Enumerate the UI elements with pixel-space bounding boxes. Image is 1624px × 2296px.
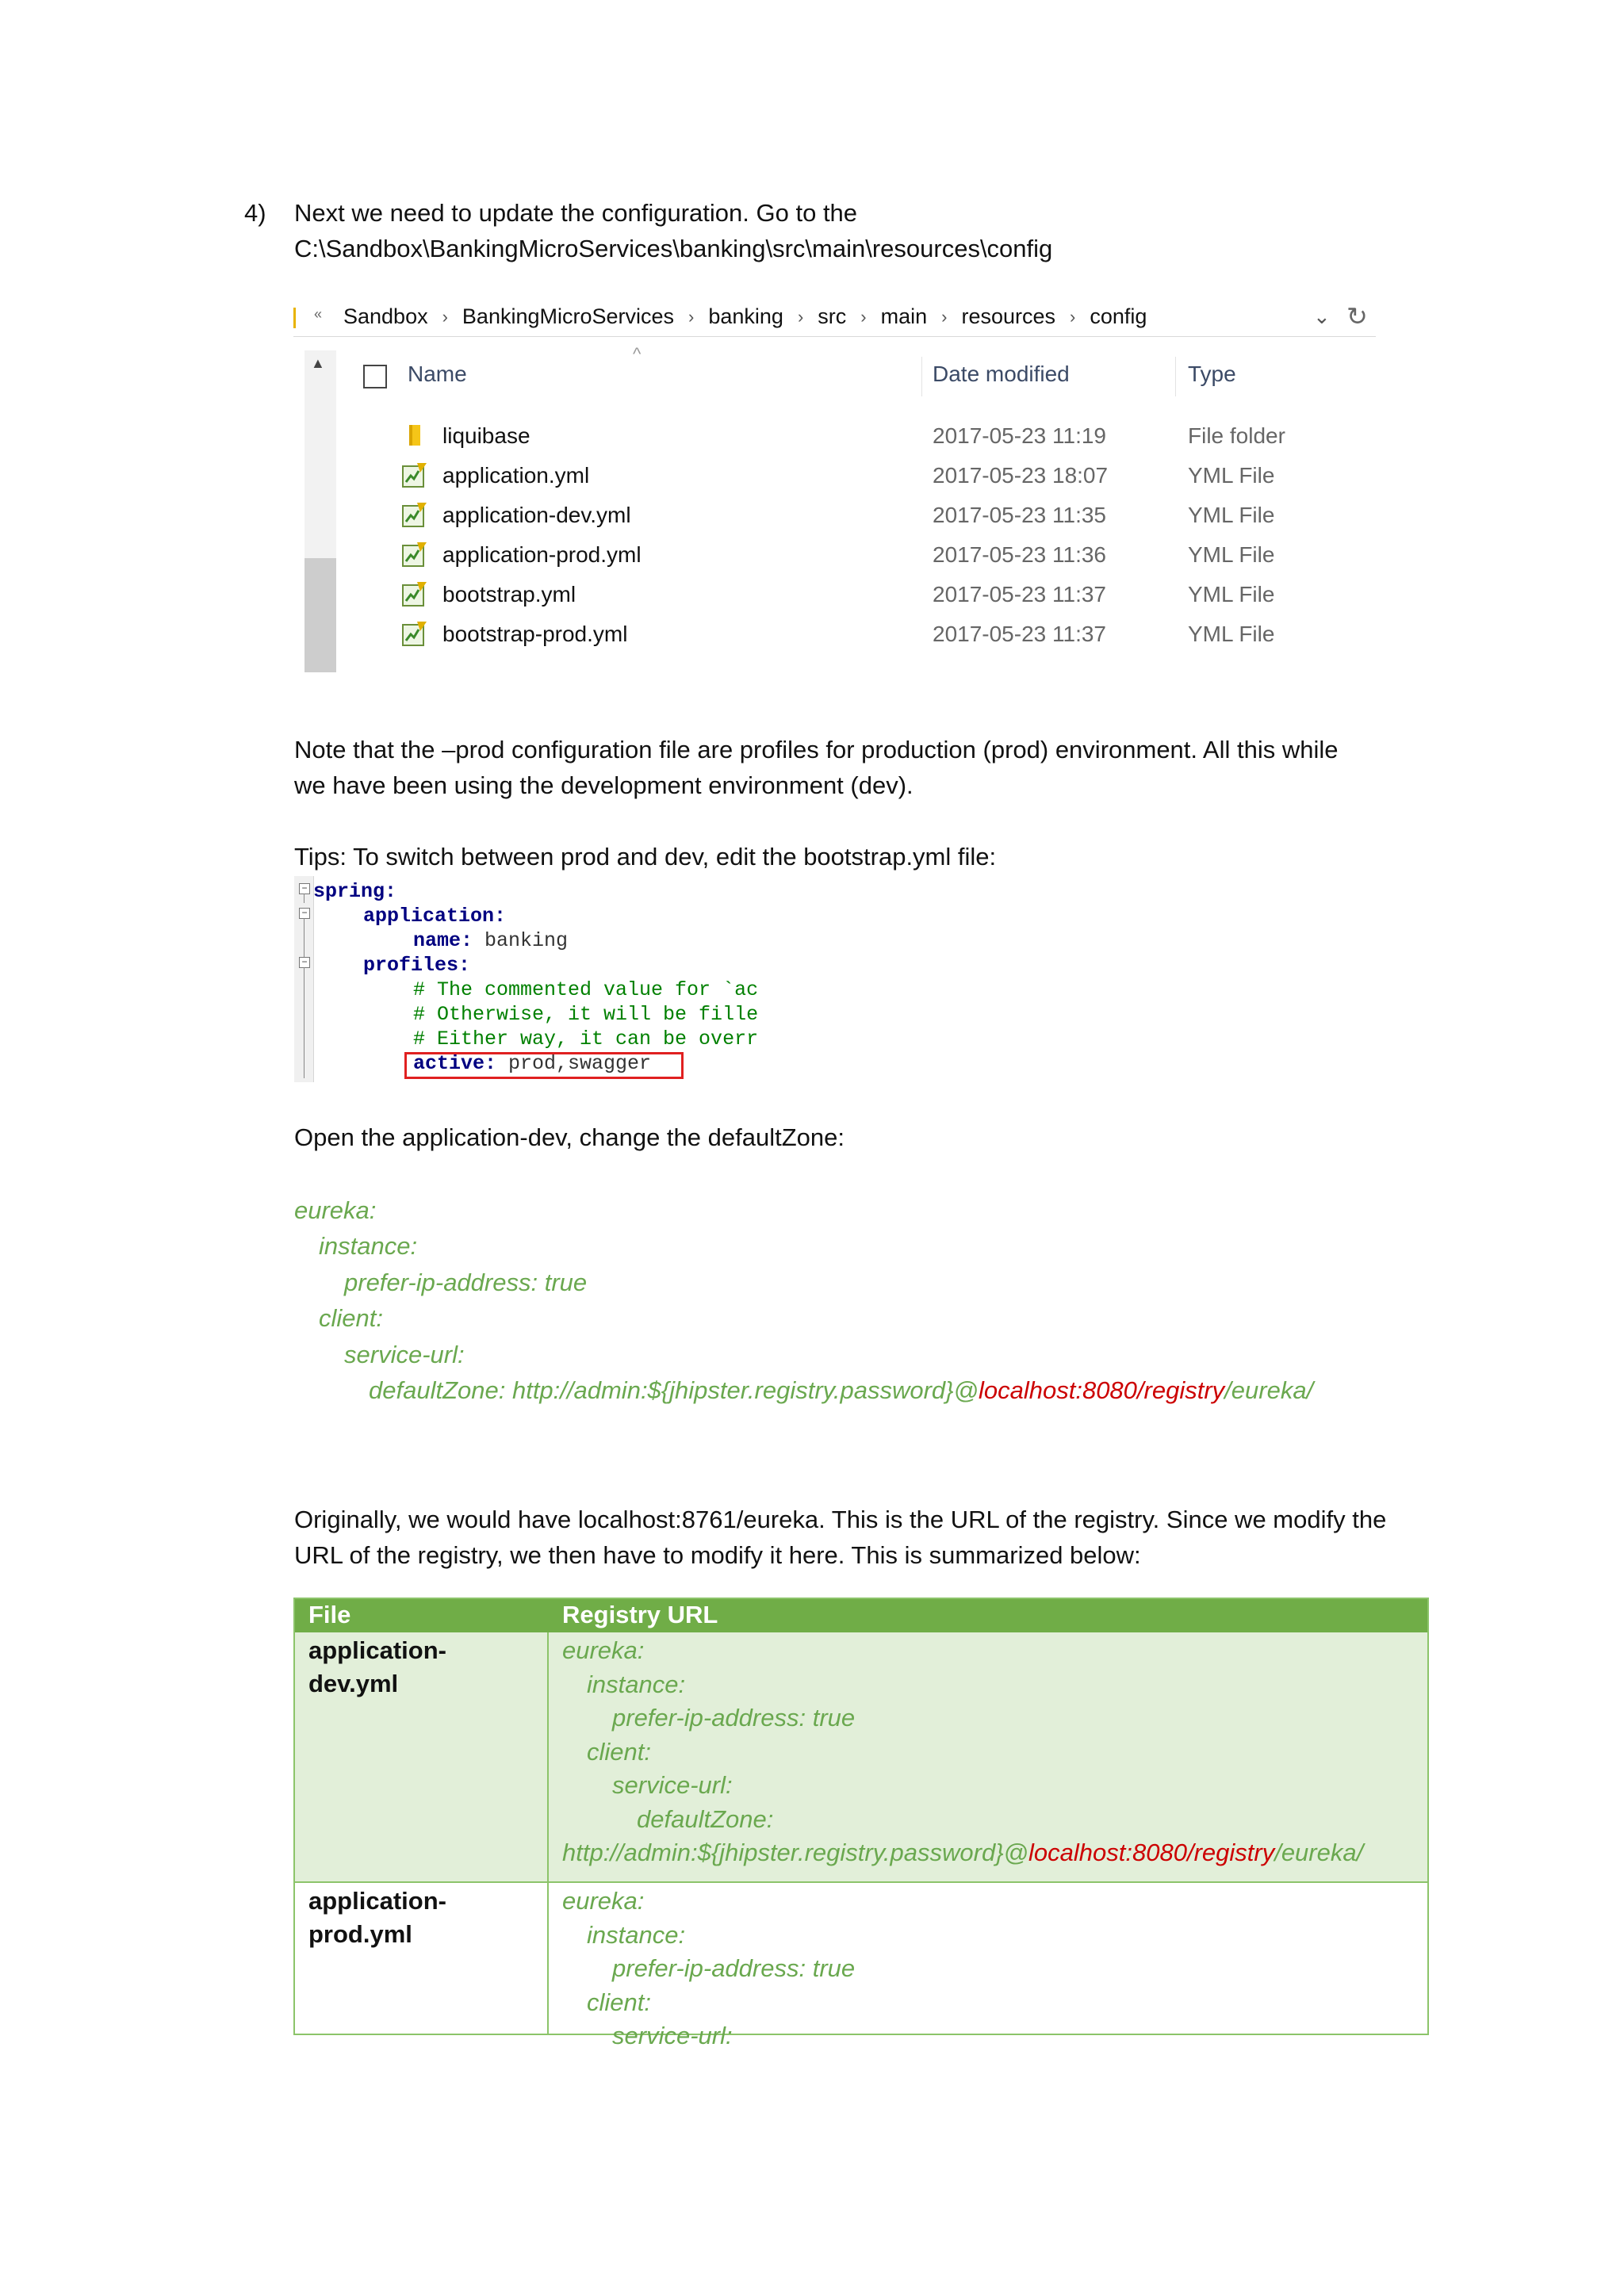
- breadcrumb: [339, 304, 1151, 329]
- chevron-right-icon[interactable]: ›: [797, 306, 804, 327]
- fold-toggle-icon[interactable]: −: [299, 957, 310, 968]
- refresh-icon[interactable]: ↻: [1346, 302, 1368, 331]
- folder-icon: [401, 422, 428, 449]
- folder-accent: [293, 308, 296, 328]
- yml-file-icon: [401, 501, 428, 528]
- breadcrumb-item-banking[interactable]: banking: [708, 304, 783, 328]
- file-date: 2017-05-23 11:35: [933, 503, 1106, 527]
- yaml-line: client:: [587, 1988, 651, 2016]
- file-row[interactable]: [293, 617, 1376, 656]
- column-header-registry-url: Registry URL: [562, 1601, 718, 1628]
- chevron-down-icon[interactable]: ⌄: [1313, 304, 1331, 328]
- open-instruction: Open the application-dev, change the defaultZone:: [294, 1123, 845, 1151]
- yaml-key: name:: [413, 929, 473, 952]
- code-line: [363, 953, 470, 978]
- yaml-line: eureka:: [562, 1887, 645, 1915]
- yaml-line: defaultZone:: [637, 1804, 774, 1833]
- code-comment: # Otherwise, it will be fille: [413, 1003, 759, 1026]
- yaml-key: profiles:: [363, 954, 471, 977]
- file-date: 2017-05-23 18:07: [933, 463, 1109, 488]
- file-explorer-screenshot: [293, 301, 1380, 674]
- yaml-line: instance:: [319, 1232, 418, 1260]
- address-bar[interactable]: [293, 301, 1376, 337]
- file-type: YML File: [1188, 582, 1275, 607]
- yaml-line: eureka:: [562, 1636, 645, 1664]
- yaml-value: banking: [473, 929, 569, 952]
- config-path: C:\Sandbox\BankingMicroServices\banking\src\main\resources\config: [294, 235, 1053, 262]
- file-row[interactable]: [293, 458, 1376, 498]
- column-header-date[interactable]: Date modified: [933, 362, 1070, 386]
- yaml-line: instance:: [587, 1670, 686, 1698]
- file-name: bootstrap.yml: [442, 582, 576, 607]
- yaml-line: eureka:: [294, 1196, 377, 1224]
- breadcrumb-item-bankingmicroservices[interactable]: BankingMicroServices: [462, 304, 675, 328]
- tips-text: Tips: To switch between prod and dev, edit the bootstrap.yml file:: [294, 843, 997, 871]
- breadcrumb-item-config[interactable]: config: [1090, 304, 1147, 328]
- highlight-box: [404, 1052, 684, 1079]
- select-all-checkbox[interactable]: [363, 365, 387, 388]
- back-history-icon[interactable]: «: [314, 306, 323, 322]
- summary-line: Originally, we would have localhost:8761/eureka. This is the URL of the registry. Since we modify the: [294, 1506, 1387, 1533]
- column-header-file: File: [308, 1601, 351, 1628]
- yaml-line: client:: [319, 1304, 383, 1332]
- file-row[interactable]: [293, 577, 1376, 617]
- yaml-line: service-url:: [344, 1341, 465, 1368]
- file-cell: dev.yml: [308, 1670, 399, 1697]
- file-type: YML File: [1188, 622, 1275, 646]
- column-header-name[interactable]: Name: [408, 362, 467, 386]
- file-type: YML File: [1188, 463, 1275, 488]
- yaml-text: /eureka/: [1274, 1839, 1364, 1866]
- breadcrumb-item-sandbox[interactable]: Sandbox: [343, 304, 428, 328]
- breadcrumb-item-src[interactable]: src: [818, 304, 847, 328]
- file-type: YML File: [1188, 503, 1275, 527]
- scroll-up-icon[interactable]: ▲: [311, 355, 325, 371]
- column-divider: [547, 1632, 549, 2035]
- chevron-right-icon[interactable]: ›: [860, 306, 867, 327]
- yaml-line: instance:: [587, 1920, 686, 1949]
- yml-file-icon: [401, 580, 428, 607]
- yaml-line: [369, 1372, 1313, 1409]
- yaml-line: service-url:: [612, 1771, 733, 1799]
- yaml-line: prefer-ip-address: true: [344, 1269, 588, 1296]
- file-name: bootstrap-prod.yml: [442, 622, 628, 646]
- breadcrumb-item-resources[interactable]: resources: [961, 304, 1056, 328]
- file-row[interactable]: [293, 538, 1376, 577]
- bootstrap-code-snippet: [294, 876, 786, 1082]
- file-name: application.yml: [442, 463, 590, 488]
- column-header-type[interactable]: Type: [1188, 362, 1236, 386]
- yaml-key: spring:: [313, 880, 397, 903]
- file-date: 2017-05-23 11:37: [933, 622, 1106, 646]
- code-line: [363, 904, 506, 928]
- file-name: liquibase: [442, 423, 530, 448]
- fold-toggle-icon[interactable]: −: [299, 883, 310, 894]
- summary-line: URL of the registry, we then have to modify it here. This is summarized below:: [294, 1541, 1141, 1569]
- note-line: we have been using the development environment (dev).: [294, 771, 914, 799]
- yaml-highlight-text: localhost:8080/registry: [1028, 1839, 1275, 1866]
- breadcrumb-item-main[interactable]: main: [880, 304, 928, 328]
- chevron-right-icon[interactable]: ›: [941, 306, 948, 327]
- file-cell: application-: [308, 1636, 446, 1664]
- code-comment: # Either way, it can be overr: [413, 1027, 759, 1050]
- yaml-highlight-text: localhost:8080/registry: [978, 1376, 1225, 1404]
- table-header: [295, 1599, 1427, 1632]
- step-number: 4): [244, 199, 266, 227]
- chevron-right-icon[interactable]: ›: [442, 306, 448, 327]
- file-cell: prod.yml: [308, 1920, 412, 1948]
- yaml-text: http://admin:${jhipster.registry.password}@: [562, 1839, 1029, 1866]
- yaml-line: prefer-ip-address: true: [612, 1954, 856, 1982]
- yaml-line: client:: [587, 1737, 651, 1766]
- yaml-value: prod,swagger: [496, 1052, 652, 1075]
- yaml-text: defaultZone: http://admin:${jhipster.registry.password}@: [369, 1376, 979, 1404]
- yaml-key: active:: [413, 1052, 497, 1075]
- note-line: Note that the –prod configuration file are profiles for production (prod) environment. All this while: [294, 736, 1339, 763]
- file-date: 2017-05-23 11:19: [933, 423, 1106, 448]
- sort-up-icon: ^: [633, 344, 642, 364]
- yaml-key: application:: [363, 905, 507, 928]
- registry-url-table: [293, 1598, 1429, 2049]
- step-instruction: Next we need to update the configuration. Go to the: [294, 199, 858, 227]
- file-date: 2017-05-23 11:37: [933, 582, 1106, 607]
- fold-toggle-icon[interactable]: −: [299, 908, 310, 919]
- yaml-text: /eureka/: [1224, 1376, 1314, 1404]
- column-divider[interactable]: [921, 357, 922, 396]
- yaml-line: service-url:: [612, 2022, 733, 2049]
- chevron-right-icon[interactable]: ›: [688, 306, 695, 327]
- file-date: 2017-05-23 11:36: [933, 542, 1106, 567]
- yml-file-icon: [401, 461, 428, 488]
- code-comment: # The commented value for `ac: [413, 978, 759, 1001]
- file-row[interactable]: [293, 419, 1376, 458]
- file-type: File folder: [1188, 423, 1285, 448]
- yml-file-icon: [401, 620, 428, 647]
- chevron-right-icon[interactable]: ›: [1070, 306, 1076, 327]
- code-line: [413, 928, 568, 953]
- file-name: application-prod.yml: [442, 542, 642, 567]
- yml-file-icon: [401, 541, 428, 568]
- column-divider[interactable]: [1175, 357, 1176, 396]
- file-row[interactable]: [293, 498, 1376, 538]
- yaml-line: [562, 1836, 1363, 1870]
- file-name: application-dev.yml: [442, 503, 631, 527]
- file-cell: application-: [308, 1887, 446, 1915]
- file-type: YML File: [1188, 542, 1275, 567]
- yaml-line: prefer-ip-address: true: [612, 1704, 856, 1732]
- code-line: [313, 879, 396, 904]
